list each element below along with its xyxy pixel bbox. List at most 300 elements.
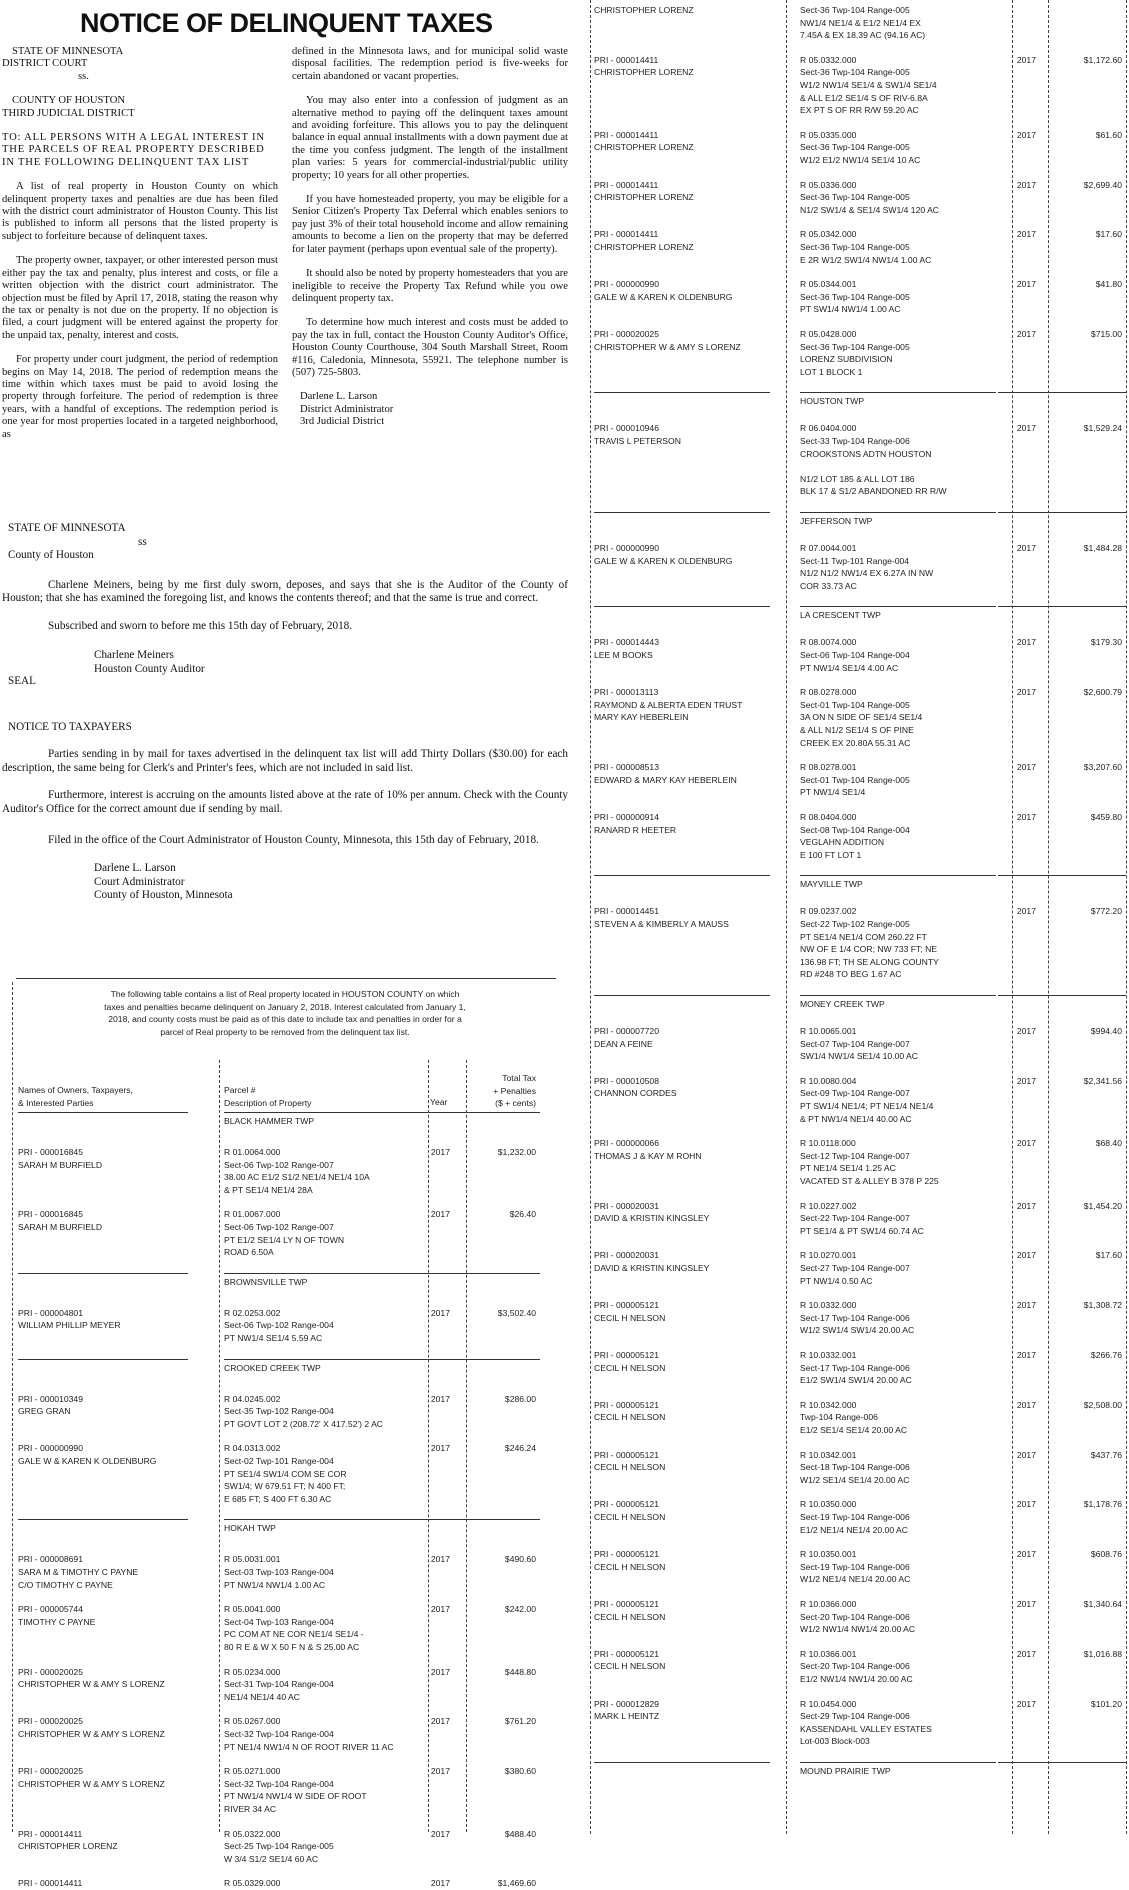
parcel-description: [800, 761, 1020, 799]
description-line: W1/2 SE1/4 SE1/4 20.00 AC: [800, 1474, 910, 1485]
owner-names: [18, 1146, 208, 1171]
description-line: N1/2 N1/2 NW1/4 EX 6.27A IN NW: [800, 568, 934, 579]
caption-court: DISTRICT COURT: [2, 58, 88, 70]
description-line: Sect-36 Twp-104 Range-005: [800, 5, 910, 15]
affidavit-signer-name: Charlene Meiners: [94, 649, 174, 661]
column-separator: [1048, 0, 1049, 1834]
owner-names: [594, 1137, 784, 1162]
tax-year: 2017: [430, 1766, 450, 1777]
description-line: Sect-33 Twp-104 Range-006: [800, 435, 910, 446]
description-line: R 05.0271.000: [224, 1766, 281, 1777]
caption-county: COUNTY OF HOUSTON: [12, 95, 126, 107]
owner-line: PRI - 000014411: [594, 129, 659, 140]
description-line: COR 33.73 AC: [800, 580, 857, 591]
tax-year: 2017: [1016, 1449, 1036, 1460]
description-line: PT NW1/4 SE1/4: [800, 787, 866, 798]
township-heading: MONEY CREEK TWP: [800, 999, 885, 1009]
owner-names: [594, 1249, 784, 1274]
owner-names: [18, 1208, 208, 1233]
description-line: R 04.0245.002: [224, 1393, 281, 1404]
tax-year: 2017: [1016, 1499, 1036, 1510]
owner-line: PRI - 000020031: [594, 1200, 659, 1211]
parcel-description: [800, 1349, 1020, 1387]
section-rule: [594, 392, 770, 393]
tax-year: 2017: [430, 1393, 450, 1404]
description-line: PT NW1/4 NW1/4 W SIDE OF ROOT: [224, 1791, 367, 1802]
owner-names: [594, 278, 784, 303]
column-separator: [466, 1060, 467, 1832]
description-line: R 10.0366.000: [800, 1599, 857, 1609]
parcel-description: [800, 1299, 1020, 1337]
description-line: Sect-03 Twp-103 Range-004: [224, 1566, 334, 1577]
description-line: [800, 460, 1020, 473]
description-line: VEGLAHN ADDITION: [800, 837, 885, 848]
owner-line: SARAH M BURFIELD: [18, 1221, 103, 1232]
description-line: E1/2 NE1/4 NE1/4 20.00 AC: [800, 1524, 908, 1535]
description-line: W1/2 NW1/4 SE1/4 & SW1/4 SE1/4: [800, 79, 937, 90]
description-line: 38.00 AC E1/2 S1/2 NE1/4 NE1/4 10A: [224, 1172, 370, 1183]
total-due: $448.80: [504, 1666, 536, 1677]
tax-year: 2017: [1016, 1138, 1036, 1149]
description-line: R 10.0366.001: [800, 1648, 857, 1659]
owner-line: PRI - 000014411: [594, 229, 659, 240]
tax-year: 2017: [430, 1443, 450, 1454]
column-separator: [1126, 0, 1127, 1834]
owner-names: [18, 1442, 208, 1467]
administrator-title: Court Administrator: [94, 875, 185, 888]
caption-district: THIRD JUDICIAL DISTRICT: [2, 107, 135, 119]
tax-year: 2017: [1016, 1200, 1036, 1211]
description-line: R 10.0332.000: [800, 1300, 857, 1311]
parcel-description: [800, 1137, 1020, 1187]
total-due: $242.00: [504, 1604, 536, 1615]
owner-line: MARK L HEINTZ: [594, 1711, 660, 1722]
description-line: Sect-02 Twp-101 Range-004: [224, 1455, 334, 1466]
description-line: PT NW1/4 SE1/4 4.00 AC: [800, 662, 899, 673]
header-names: [18, 1084, 133, 1109]
section-rule: [800, 875, 996, 876]
section-rule: [998, 995, 1126, 996]
total-due: $1,178.76: [1083, 1499, 1122, 1510]
parcel-description: [800, 422, 1020, 498]
description-line: R 10.0332.001: [800, 1350, 857, 1360]
section-rule: [800, 392, 996, 393]
total-due: $2,699.40: [1083, 179, 1122, 190]
description-line: Sect-17 Twp-104 Range-006: [800, 1312, 910, 1323]
description-line: Sect-06 Twp-102 Range-007: [224, 1221, 334, 1232]
owner-names: [594, 542, 784, 567]
tax-year: 2017: [1016, 329, 1036, 339]
notice-paragraph: It should also be noted by property homesteaders that you are ineligible to receive the Property Tax Refund while you owe delinquent property tax.: [292, 268, 568, 304]
description-line: R 06.0404.000: [800, 423, 857, 434]
owner-line: PRI - 000005121: [594, 1300, 659, 1311]
section-rule: [18, 1112, 188, 1113]
owner-line: CHRISTOPHER W & AMY S LORENZ: [18, 1679, 165, 1690]
description-line: W1/2 E1/2 NW1/4 SE1/4 10 AC: [800, 154, 921, 165]
owner-names: [594, 1698, 784, 1723]
header-total: [466, 1072, 536, 1110]
owner-line: PRI - 000004801: [18, 1307, 83, 1318]
total-due: $68.40: [1095, 1138, 1122, 1149]
description-line: R 05.0031.001: [224, 1554, 281, 1565]
owner-names: [594, 4, 784, 17]
description-line: R 05.0041.000: [224, 1604, 281, 1615]
owner-names: [594, 905, 784, 930]
owner-line: PRI - 000013113: [594, 687, 659, 698]
parcel-description: [800, 542, 1020, 592]
notice-to-taxpayers-title: NOTICE TO TAXPAYERS: [8, 720, 132, 733]
owner-names: [594, 1299, 784, 1324]
owner-names: [594, 1498, 784, 1523]
notice-to: TO: ALL PERSONS WITH A LEGAL INTEREST IN THE PARCELS OF REAL PROPERTY DESCRIBED IN THE FOLLOWING DELINQUENT TAX LIST: [2, 132, 265, 168]
affidavit-county: County of Houston: [8, 549, 94, 561]
header-year: Year: [430, 1097, 448, 1107]
owner-line: PRI - 000014411: [18, 1878, 83, 1889]
description-line: Sect-19 Twp-104 Range-006: [800, 1511, 910, 1522]
owner-names: [594, 1449, 784, 1474]
owner-line: PRI - 000005121: [594, 1350, 659, 1360]
description-line: Sect-36 Twp-104 Range-005: [800, 341, 910, 352]
section-rule: [412, 1112, 540, 1113]
description-line: PT NW1/4 0.50 AC: [800, 1275, 873, 1286]
owner-line: STEVEN A & KIMBERLY A MAUSS: [594, 918, 729, 929]
affidavit-body: Charlene Meiners, being by me first duly sworn, deposes, and says that she is the Auditor of the County of Houston; that she has examined the foregoing list, and knows the contents thereof; and that the same is true and correct.: [2, 578, 568, 604]
description-line: Sect-25 Twp-104 Range-005: [224, 1841, 334, 1852]
owner-line: GALE W & KAREN K OLDENBURG: [18, 1455, 157, 1466]
description-line: R 10.0270.001: [800, 1250, 857, 1261]
section-rule: [224, 1273, 414, 1274]
description-line: R 10.0342.000: [800, 1399, 857, 1410]
table-intro: The following table contains a list of Real property located in HOUSTON COUNTY on which taxes and penalties became delinquent on January 2, 2018. Interest calculated from January 1, 2018, and county costs must be paid as of this date to include tax and penalties in order for a parcel of Real property to be removed from the delinquent tax list.: [104, 989, 466, 1037]
description-line: Sect-20 Twp-104 Range-006: [800, 1661, 910, 1672]
tax-year: 2017: [430, 1666, 450, 1677]
description-line: PT NW1/4 NW1/4 1.00 AC: [224, 1579, 326, 1590]
parcel-description: [800, 1648, 1020, 1686]
description-line: R 01.0064.000: [224, 1147, 281, 1157]
owner-names: [18, 1307, 208, 1332]
description-line: Sect-27 Twp-104 Range-007: [800, 1262, 910, 1273]
owner-line: C/O TIMOTHY C PAYNE: [18, 1579, 113, 1590]
description-line: E1/2 SW1/4 SW1/4 20.00 AC: [800, 1375, 912, 1386]
description-line: W1/2 NW1/4 NW1/4 20.00 AC: [800, 1624, 916, 1635]
owner-names: [18, 1715, 208, 1740]
owner-line: CHRISTOPHER LORENZ: [594, 241, 694, 252]
owner-line: CECIL H NELSON: [594, 1561, 666, 1572]
description-line: Lot-003 Block-003: [800, 1736, 870, 1747]
description-line: Sect-07 Twp-104 Range-007: [800, 1038, 910, 1049]
signature-title: District Administrator: [300, 403, 394, 415]
owner-line: MARY KAY HEBERLEIN: [594, 712, 689, 723]
total-due: $437.76: [1090, 1449, 1122, 1460]
description-line: Sect-36 Twp-104 Range-005: [800, 291, 910, 302]
owner-line: CHRISTOPHER W & AMY S LORENZ: [594, 341, 741, 352]
owner-line: CECIL H NELSON: [594, 1462, 666, 1473]
description-line: R 05.0329.000: [224, 1878, 281, 1889]
description-line: NE1/4 NE1/4 40 AC: [224, 1691, 300, 1702]
parcel-description: [800, 278, 1020, 316]
owner-names: [594, 761, 784, 786]
description-line: & ALL E1/2 SE1/4 S OF RIV-6.8A: [800, 92, 928, 103]
parcel-description: [800, 1498, 1020, 1536]
owner-line: PRI - 000005744: [18, 1604, 83, 1615]
owner-line: PRI - 000005121: [594, 1449, 659, 1460]
owner-names: [594, 811, 784, 836]
owner-line: RAYMOND & ALBERTA EDEN TRUST: [594, 699, 743, 710]
description-line: E1/2 SE1/4 SE1/4 20.00 AC: [800, 1424, 908, 1435]
parcel-description: [800, 636, 1020, 674]
column-separator: [590, 0, 591, 1834]
total-due: $3,502.40: [497, 1307, 536, 1318]
owner-line: CHRISTOPHER LORENZ: [594, 142, 694, 153]
description-line: Twp-104 Range-006: [800, 1412, 878, 1423]
total-due: $1,469.60: [497, 1878, 536, 1889]
description-line: LORENZ SUBDIVISION: [800, 354, 893, 365]
parcel-description: [800, 1200, 1020, 1238]
owner-line: CECIL H NELSON: [594, 1511, 666, 1522]
description-line: R 05.0344.001: [800, 279, 857, 290]
description-line: R 05.0336.000: [800, 179, 857, 190]
description-line: Sect-11 Twp-101 Range-004: [800, 555, 910, 566]
township-heading: HOUSTON TWP: [800, 396, 865, 407]
description-line: NW1/4 NE1/4 & E1/2 NE1/4 EX: [800, 17, 921, 28]
township-heading: MAYVILLE TWP: [800, 879, 863, 890]
column-separator: [12, 982, 13, 1832]
owner-line: CECIL H NELSON: [594, 1611, 666, 1622]
column-separator: [428, 1060, 429, 1832]
description-line: NW OF E 1/4 COR; NW 733 FT; NE: [800, 944, 938, 955]
description-line: W 3/4 S1/2 SE1/4 60 AC: [224, 1853, 319, 1864]
taxpayer-paragraph: Parties sending in by mail for taxes advertised in the delinquent tax list will add Thirty Dollars ($30.00) for each description, the same being for Clerk's and Printer's fees, which are not included in said list.: [2, 748, 568, 774]
section-rule: [18, 1273, 188, 1274]
header-parcel: [224, 1084, 311, 1109]
owner-line: GALE W & KAREN K OLDENBURG: [594, 291, 733, 302]
tax-year: 2017: [1016, 279, 1036, 290]
notice-caption: [2, 46, 278, 83]
total-due: $2,600.79: [1083, 687, 1122, 698]
owner-names: [594, 1598, 784, 1623]
owner-line: PRI - 000000914: [594, 812, 659, 822]
owner-line: PRI - 000016845: [18, 1209, 83, 1220]
tax-year: 2017: [1016, 229, 1036, 240]
description-line: Sect-06 Twp-102 Range-007: [224, 1159, 334, 1170]
township-heading: BROWNSVILLE TWP: [224, 1276, 308, 1287]
description-line: Sect-22 Twp-102 Range-005: [800, 918, 910, 929]
owner-line: CHRISTOPHER W & AMY S LORENZ: [18, 1778, 165, 1789]
tax-year: 2017: [1016, 812, 1036, 822]
description-line: R 10.0350.000: [800, 1499, 857, 1510]
description-line: Sect-17 Twp-104 Range-006: [800, 1362, 910, 1373]
notice-paragraph: If you have homesteaded property, you may be eligible for a Senior Citizen's Property Tax Deferral which enables seniors to pay just 3% of their total household income and allow remaining amounts to become a lien on the property that may be deferred for later payment (perhaps upon eventual sale of the property).: [292, 194, 568, 255]
owner-names: [18, 1666, 208, 1691]
parcel-description: [800, 1548, 1020, 1586]
owner-names: [18, 1828, 208, 1853]
section-rule: [998, 606, 1126, 607]
description-line: Sect-36 Twp-104 Range-005: [800, 192, 910, 203]
notice-paragraph: To determine how much interest and costs must be added to pay the tax in full, contact the Houston County Auditor's Office, Houston County Courthouse, 304 South Marshall Street, Room #116, Caledonia, Minnesota, 55921. The telephone number is (507) 725-5803.: [292, 317, 568, 378]
owner-names: [594, 179, 784, 204]
owner-names: [594, 1025, 784, 1050]
total-due: $380.60: [504, 1766, 536, 1777]
description-line: CREEK EX 20.80A 55.31 AC: [800, 737, 911, 748]
description-line: PT SW1/4 NW1/4 1.00 AC: [800, 304, 901, 315]
owner-names: [594, 686, 784, 724]
description-line: PT SE1/4 & PT SW1/4 60.74 AC: [800, 1225, 924, 1236]
total-due: $266.76: [1090, 1350, 1122, 1360]
total-due: $1,016.88: [1083, 1648, 1122, 1659]
section-rule: [224, 1359, 414, 1360]
description-line: W1/2 SW1/4 SW1/4 20.00 AC: [800, 1325, 915, 1336]
description-line: PT SE1/4 NE1/4 COM 260.22 FT: [800, 931, 927, 942]
owner-line: CHRISTOPHER W & AMY S LORENZ: [18, 1728, 165, 1739]
section-rule: [224, 1519, 414, 1520]
township-heading: LA CRESCENT TWP: [800, 610, 881, 621]
section-rule: [594, 1762, 770, 1763]
description-line: N1/2 SW1/4 & SE1/4 SW1/4 120 AC: [800, 204, 940, 215]
description-line: Sect-04 Twp-103 Range-004: [224, 1616, 334, 1627]
total-due: $17.60: [1095, 229, 1122, 240]
owner-line: PRI - 000012829: [594, 1698, 659, 1709]
owner-line: CHRISTOPHER LORENZ: [594, 5, 694, 15]
description-line: R 05.0428.000: [800, 329, 857, 339]
description-line: 136.98 FT; TH SE ALONG COUNTY: [800, 956, 939, 967]
section-rule: [800, 1762, 996, 1763]
total-due: $761.20: [504, 1716, 536, 1727]
section-rule: [412, 1273, 540, 1274]
total-due: $490.60: [504, 1554, 536, 1565]
description-line: R 08.0278.001: [800, 762, 857, 773]
description-line: Sect-29 Twp-104 Range-006: [800, 1711, 910, 1722]
description-line: R 05.0342.000: [800, 229, 857, 240]
description-line: Sect-31 Twp-104 Range-004: [224, 1679, 334, 1690]
owner-line: PRI - 000020031: [594, 1250, 659, 1261]
tax-year: 2017: [430, 1147, 450, 1157]
township-heading: CROOKED CREEK TWP: [224, 1362, 321, 1373]
parcel-description: [800, 686, 1020, 749]
description-line: R 02.0253.002: [224, 1307, 281, 1318]
total-due: $715.00: [1090, 329, 1122, 339]
owner-line: DAVID & KRISTIN KINGSLEY: [594, 1262, 710, 1273]
description-line: R 10.0118.000: [800, 1138, 856, 1149]
tax-year: 2017: [1016, 54, 1036, 65]
parcel-description: [800, 1598, 1020, 1636]
owner-line: CECIL H NELSON: [594, 1661, 666, 1672]
header-total-line: ($ + cents): [495, 1098, 536, 1109]
owner-line: PRI - 000005121: [594, 1399, 659, 1410]
owner-line: GALE W & KAREN K OLDENBURG: [594, 555, 733, 566]
affidavit-state: STATE OF MINNESOTA: [8, 522, 126, 534]
owner-line: TIMOTHY C PAYNE: [18, 1616, 96, 1627]
owner-line: THOMAS J & KAY M ROHN: [594, 1150, 702, 1161]
notice-column-right: [292, 46, 568, 441]
description-line: SW1/4 NW1/4 SE1/4 10.00 AC: [800, 1051, 918, 1062]
total-due: $1,172.60: [1083, 54, 1122, 65]
description-line: E 685 FT; S 400 FT 6.30 AC: [224, 1493, 332, 1504]
notice-paragraph: A list of real property in Houston County on which delinquent property taxes and penalties are due has been filed with the district court administrator of Houston County. This list is published to inform all persons that the listed property is subject to forfeiture because of delinquent taxes.: [2, 181, 278, 242]
owner-line: PRI - 000020025: [18, 1716, 83, 1727]
owner-line: PRI - 000005121: [594, 1648, 659, 1659]
description-line: Sect-22 Twp-104 Range-007: [800, 1213, 910, 1224]
tax-year: 2017: [1016, 1075, 1036, 1086]
notice-signature: [300, 391, 568, 428]
owner-line: PRI - 000010508: [594, 1075, 659, 1086]
description-line: R 05.0322.000: [224, 1828, 281, 1839]
signature-name: Darlene L. Larson: [300, 391, 378, 403]
description-line: N1/2 LOT 185 & ALL LOT 186: [800, 473, 915, 484]
total-due: $1,484.28: [1083, 543, 1122, 553]
section-rule: [800, 512, 996, 513]
parcel-description: [800, 4, 1020, 42]
total-due: $1,308.72: [1083, 1300, 1122, 1311]
owner-line: SARAH M BURFIELD: [18, 1159, 103, 1170]
description-line: 3A ON N SIDE OF SE1/4 SE1/4: [800, 712, 923, 723]
signature-district: 3rd Judicial District: [300, 416, 385, 428]
description-line: R 09.0237.002: [800, 906, 857, 917]
header-names-line: & Interested Parties: [18, 1097, 94, 1108]
table-top-rule: [16, 978, 556, 979]
section-rule: [594, 875, 770, 876]
description-line: E 2R W1/2 SW1/4 NW1/4 1.00 AC: [800, 254, 932, 265]
total-due: $246.24: [504, 1443, 536, 1454]
owner-line: GREG GRAN: [18, 1406, 71, 1417]
total-due: $772.20: [1090, 906, 1122, 917]
header-total-line: + Penalties: [493, 1085, 536, 1096]
parcel-description: [800, 1449, 1020, 1487]
tax-year: 2017: [1016, 543, 1036, 553]
description-line: CROOKSTONS ADTN HOUSTON: [800, 448, 932, 459]
description-line: & PT SE1/4 NE1/4 28A: [224, 1184, 313, 1195]
section-rule: [224, 1112, 414, 1113]
parcel-description: [800, 179, 1020, 217]
section-rule: [594, 512, 770, 513]
parcel-description: [800, 1075, 1020, 1125]
total-due: $994.40: [1090, 1026, 1122, 1036]
total-due: $488.40: [504, 1828, 536, 1839]
owner-line: CECIL H NELSON: [594, 1362, 666, 1373]
owner-line: TRAVIS L PETERSON: [594, 435, 681, 446]
parcel-description: [800, 1025, 1020, 1063]
description-line: PC COM AT NE COR NE1/4 SE1/4 -: [224, 1629, 364, 1640]
description-line: R 05.0332.000: [800, 54, 857, 65]
owner-names: [594, 129, 784, 154]
total-due: $179.30: [1090, 637, 1122, 648]
description-line: PT E1/2 SE1/4 LY N OF TOWN: [224, 1234, 345, 1245]
section-rule: [594, 606, 770, 607]
owner-line: PRI - 000000990: [594, 279, 659, 290]
description-line: 7.45A & EX 18.39 AC (94.16 AC): [800, 30, 926, 41]
owner-names: [18, 1393, 208, 1418]
total-due: $17.60: [1095, 1250, 1122, 1261]
owner-line: LEE M BOOKS: [594, 649, 653, 660]
parcel-description: [800, 129, 1020, 167]
description-line: R 01.0067.000: [224, 1209, 281, 1220]
owner-line: WILLIAM PHILLIP MEYER: [18, 1320, 121, 1331]
tax-year: 2017: [1016, 1698, 1036, 1709]
description-line: BLK 17 & S1/2 ABANDONED RR R/W: [800, 486, 947, 497]
owner-line: DAVID & KRISTIN KINGSLEY: [594, 1213, 710, 1224]
description-line: R 04.0313.002: [224, 1443, 281, 1454]
notice-paragraph: defined in the Minnesota laws, and for municipal solid waste disposal facilities. The redemption period is five-weeks for certain abandoned or vacant properties.: [292, 46, 568, 82]
owner-line: EDWARD & MARY KAY HEBERLEIN: [594, 774, 737, 785]
description-line: PT SW1/4 NE1/4; PT NE1/4 NE1/4: [800, 1100, 934, 1111]
tax-year: 2017: [1016, 687, 1036, 698]
notice-paragraph: You may also enter into a confession of judgment as an alternative method to paying off the delinquent taxes amount and avoiding forfeiture. This allows you to pay the delinquent balance in equal annual installments with a down payment due at the time you confess judgment. The length of the installment plan varies: 5 years for commercial-industrial/public utility property; 10 years for all other properties.: [292, 95, 568, 181]
description-line: Sect-35 Twp-102 Range-004: [224, 1406, 334, 1417]
owner-line: PRI - 000007720: [594, 1026, 659, 1036]
description-line: R 10.0350.001: [800, 1549, 857, 1560]
total-due: $1,454.20: [1083, 1200, 1122, 1211]
column-separator: [219, 1060, 220, 1832]
description-line: R 05.0335.000: [800, 129, 857, 140]
